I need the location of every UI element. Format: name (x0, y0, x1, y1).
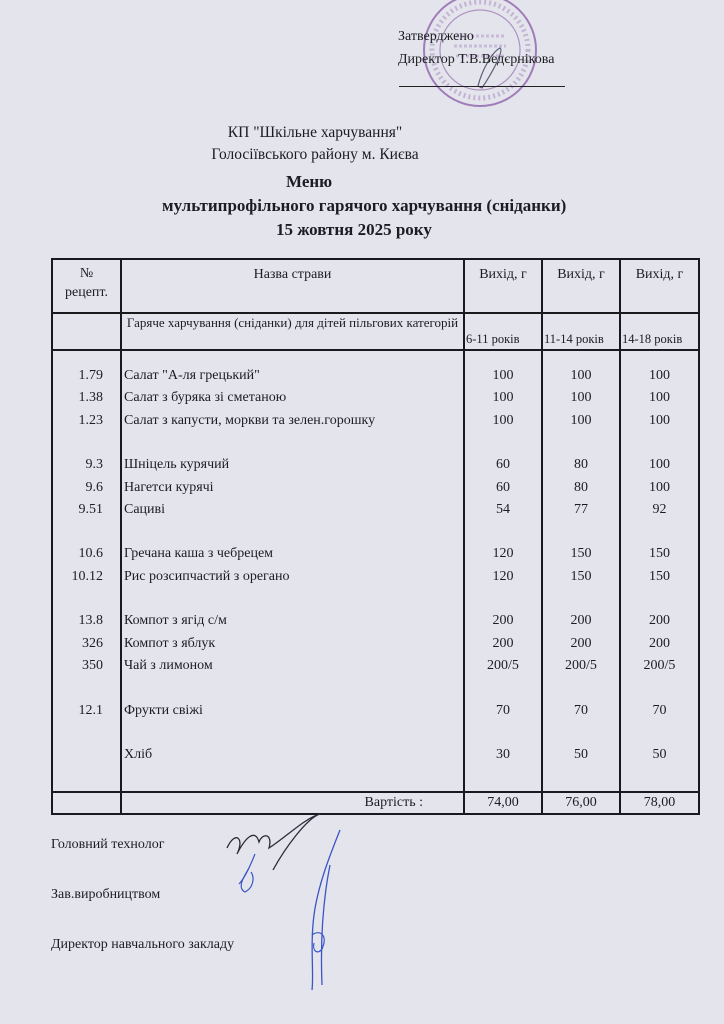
document-subtitle: мультипрофільного гарячого харчування (сніданки) (162, 196, 567, 215)
yield-value: 100 (570, 390, 592, 406)
organization-district: Голосіївського району м. Києва (211, 146, 419, 163)
dish-name: Сациві (124, 501, 166, 517)
header-yield-2: Вихід, г (542, 259, 620, 313)
yield-value: 120 (492, 546, 514, 562)
menu-table (51, 258, 700, 815)
recipe-code: 9.51 (78, 501, 103, 517)
organization-name: КП "Шкільне харчування" (227, 124, 403, 141)
total-price-11-14: 76,00 (542, 792, 620, 814)
yield-value: 200 (649, 635, 670, 651)
recipe-code: 326 (82, 635, 103, 651)
header-yield-1: Вихід, г (464, 259, 542, 313)
approval-block (398, 25, 554, 71)
dish-names-column (122, 351, 463, 791)
approval-signature-line (399, 86, 565, 87)
recipe-code: 350 (82, 657, 103, 673)
yield-value: 77 (574, 501, 588, 517)
yield-value: 50 (652, 747, 667, 763)
total-price-6-11: 74,00 (464, 792, 542, 814)
yield-value: 150 (570, 568, 592, 584)
dish-name: Хліб (124, 747, 153, 763)
header-yield-3: Вихід, г (620, 259, 699, 313)
document-date: 15 жовтня 2025 року (276, 220, 432, 239)
header-recipe-label: рецепт. (65, 285, 108, 300)
yield-11-14-column (543, 351, 619, 791)
recipe-code: 10.6 (78, 546, 103, 562)
yield-value: 80 (574, 479, 588, 495)
yield-value: 70 (652, 702, 667, 718)
recipe-code: 1.79 (78, 368, 103, 383)
document-title: Меню (286, 172, 333, 191)
dish-name: Салат з буряка зі сметаною (124, 390, 287, 406)
dish-name: Фрукти свіжі (124, 702, 203, 718)
dish-name: Гречана каша з чебрецем (124, 546, 274, 562)
yield-value: 150 (570, 546, 592, 562)
yield-value: 80 (574, 457, 588, 473)
dish-name: Компот з яблук (124, 635, 216, 651)
signature-school-director: Директор навчального закладу (51, 937, 235, 952)
signature-director-mark (300, 825, 350, 995)
header-dish-name: Назва страви (121, 259, 464, 313)
yield-value: 200/5 (643, 657, 676, 673)
recipe-codes-column (53, 351, 120, 791)
age-group-3: 14-18 років (620, 313, 699, 350)
signature-chief-technologist: Головний технолог (51, 837, 165, 852)
recipe-code: 9.6 (85, 479, 103, 495)
yield-value: 100 (492, 412, 514, 428)
yield-value: 60 (496, 479, 510, 495)
total-label: Вартість : (121, 792, 464, 814)
age-group-1: 6-11 років (464, 313, 542, 350)
table-category-row (52, 313, 699, 350)
yield-value: 100 (492, 390, 514, 406)
approval-director: Директор Т.В.Ведєрнікова (398, 52, 555, 67)
yield-value: 70 (496, 702, 510, 718)
dish-name: Салат з капусти, моркви та зелен.горошку (124, 412, 376, 428)
yield-value: 70 (574, 702, 588, 718)
yield-value: 200 (570, 613, 592, 629)
yield-value: 100 (492, 368, 514, 383)
age-group-2: 11-14 років (542, 313, 620, 350)
yield-value: 200/5 (487, 657, 519, 673)
recipe-code: 10.12 (71, 568, 103, 584)
dish-name: Салат "А-ля грецький" (124, 368, 260, 383)
recipe-code: 1.38 (78, 390, 103, 406)
yield-14-18-column (621, 351, 698, 791)
approval-label: Затверджено (398, 29, 474, 44)
yield-value: 50 (574, 747, 588, 763)
dish-name: Компот з ягід с/м (124, 613, 227, 629)
recipe-code: 12.1 (78, 702, 103, 718)
yield-value: 200 (570, 635, 592, 651)
yield-value: 54 (496, 501, 510, 517)
yield-value: 60 (496, 457, 510, 473)
recipe-code: 1.23 (78, 412, 103, 428)
yield-value: 92 (652, 501, 667, 517)
yield-value: 150 (649, 568, 670, 584)
yield-6-11-column (465, 351, 541, 791)
yield-value: 100 (649, 457, 670, 473)
yield-value: 100 (570, 368, 592, 383)
total-price-14-18: 78,00 (620, 792, 699, 814)
yield-value: 120 (492, 568, 514, 584)
header-number-sign: № (79, 266, 94, 281)
yield-value: 100 (649, 479, 670, 495)
yield-value: 100 (649, 390, 670, 406)
dish-name: Нагетси курячі (124, 479, 214, 495)
table-total-row (52, 792, 699, 814)
dish-name: Рис розсипчастий з орегано (124, 568, 290, 584)
table-header-row (52, 259, 699, 313)
yield-value: 200/5 (565, 657, 597, 673)
yield-value: 100 (649, 368, 670, 383)
recipe-code: 9.3 (85, 457, 103, 473)
category-empty-cell (52, 313, 121, 350)
dish-name: Шніцель курячий (124, 457, 230, 473)
signature-production-head: Зав.виробництвом (51, 887, 161, 902)
yield-value: 100 (649, 412, 670, 428)
yield-value: 200 (492, 613, 514, 629)
dish-name: Чай з лимоном (124, 657, 213, 673)
yield-value: 100 (570, 412, 592, 428)
recipe-code (53, 745, 120, 765)
category-label: Гаряче харчування (сніданки) для дітей пільгових категорій (121, 313, 464, 350)
yield-value: 150 (649, 546, 670, 562)
header-recipe-number (52, 259, 121, 313)
table-body (52, 350, 699, 792)
total-empty-cell (52, 792, 121, 814)
recipe-code: 13.8 (78, 613, 103, 629)
yield-value: 30 (496, 747, 510, 763)
yield-value: 200 (649, 613, 670, 629)
yield-value: 200 (492, 635, 514, 651)
